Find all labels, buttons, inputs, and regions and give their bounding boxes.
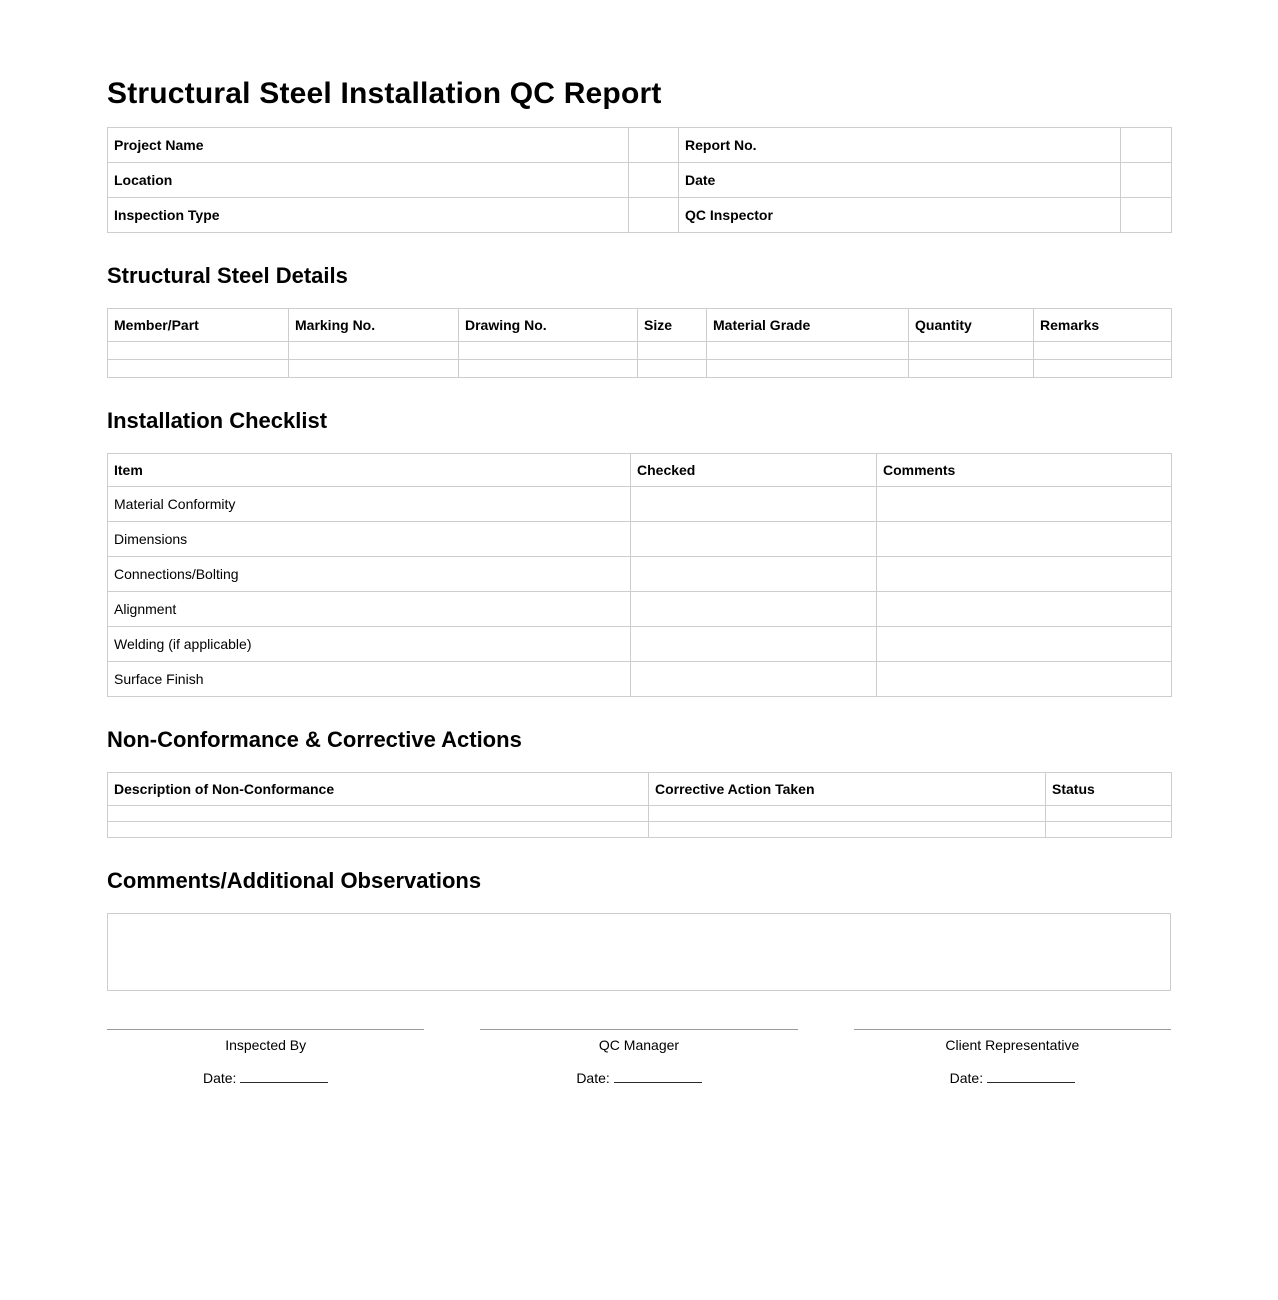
comments-observations-box[interactable] <box>107 913 1171 991</box>
signature-role-label: Client Representative <box>945 1037 1080 1054</box>
column-header-quantity: Quantity <box>909 308 1034 341</box>
column-header-drawing-no: Drawing No. <box>459 308 638 341</box>
fill-in-cell[interactable] <box>289 359 459 377</box>
fill-in-cell[interactable] <box>649 806 1046 822</box>
info-row-inspection-type <box>108 197 1172 232</box>
checklist-item-label: Alignment <box>108 591 631 626</box>
non-conformance-empty-row <box>108 822 1172 838</box>
column-header-status: Status <box>1046 773 1172 806</box>
comments-cell[interactable] <box>877 556 1172 591</box>
checklist-row-dimensions <box>108 521 1172 556</box>
column-header-marking-no: Marking No. <box>289 308 459 341</box>
inspection-type-label: Inspection Type <box>108 197 629 232</box>
location-label: Location <box>108 162 629 197</box>
fill-in-cell[interactable] <box>289 341 459 359</box>
fill-in-cell[interactable] <box>909 359 1034 377</box>
non-conformance-empty-row <box>108 806 1172 822</box>
checked-cell[interactable] <box>631 486 877 521</box>
fill-in-cell[interactable] <box>108 359 289 377</box>
fill-in-cell[interactable] <box>108 341 289 359</box>
section-heading-non-conformance: Non-Conformance & Corrective Actions <box>107 726 522 752</box>
steel-details-empty-row <box>108 359 1172 377</box>
date-value-cell[interactable] <box>1121 162 1172 197</box>
signature-block-qc-manager <box>480 1029 797 1086</box>
fill-in-cell[interactable] <box>707 341 909 359</box>
checked-cell[interactable] <box>631 556 877 591</box>
column-header-corrective-action: Corrective Action Taken <box>649 773 1046 806</box>
checklist-item-label: Surface Finish <box>108 661 631 696</box>
checked-cell[interactable] <box>631 661 877 696</box>
qc-inspector-label: QC Inspector <box>679 197 1121 232</box>
inspection-type-value-cell[interactable] <box>629 197 679 232</box>
column-header-member-part: Member/Part <box>108 308 289 341</box>
fill-in-cell[interactable] <box>707 359 909 377</box>
fill-in-cell[interactable] <box>108 822 649 838</box>
comments-cell[interactable] <box>877 521 1172 556</box>
checklist-header-row <box>108 453 1172 486</box>
signature-section <box>107 1029 1171 1086</box>
info-row-project <box>108 127 1172 162</box>
checklist-row-connections-bolting <box>108 556 1172 591</box>
date-label: Date: <box>202 1070 237 1087</box>
fill-in-cell[interactable] <box>108 806 649 822</box>
checklist-item-label: Dimensions <box>108 521 631 556</box>
section-heading-comments: Comments/Additional Observations <box>107 868 482 894</box>
comments-cell[interactable] <box>877 591 1172 626</box>
report-no-value-cell[interactable] <box>1121 127 1172 162</box>
fill-in-cell[interactable] <box>638 359 707 377</box>
fill-in-cell[interactable] <box>649 822 1046 838</box>
comments-cell[interactable] <box>877 486 1172 521</box>
section-heading-installation-checklist: Installation Checklist <box>107 407 328 433</box>
fill-in-cell[interactable] <box>459 341 638 359</box>
project-name-value-cell[interactable] <box>629 127 679 162</box>
installation-checklist-table <box>107 453 1172 697</box>
signature-line[interactable] <box>854 1029 1171 1030</box>
column-header-size: Size <box>638 308 707 341</box>
column-header-description: Description of Non-Conformance <box>108 773 649 806</box>
signature-block-inspected-by <box>107 1029 424 1086</box>
location-value-cell[interactable] <box>629 162 679 197</box>
steel-details-empty-row <box>108 341 1172 359</box>
qc-inspector-value-cell[interactable] <box>1121 197 1172 232</box>
date-label: Date: <box>949 1070 984 1087</box>
fill-in-cell[interactable] <box>459 359 638 377</box>
checked-cell[interactable] <box>631 521 877 556</box>
non-conformance-table <box>107 772 1172 838</box>
steel-details-header-row <box>108 308 1172 341</box>
steel-details-table <box>107 308 1172 378</box>
non-conformance-header-row <box>108 773 1172 806</box>
project-name-label: Project Name <box>108 127 629 162</box>
signature-date-row <box>854 1069 1171 1086</box>
checklist-row-surface-finish <box>108 661 1172 696</box>
signature-role-label: Inspected By <box>225 1037 307 1054</box>
fill-in-cell[interactable] <box>1046 822 1172 838</box>
signature-block-client-representative <box>854 1029 1171 1086</box>
column-header-checked: Checked <box>631 453 877 486</box>
checklist-row-welding <box>108 626 1172 661</box>
signature-date-row <box>107 1069 424 1086</box>
signature-date-row <box>480 1069 797 1086</box>
date-label-cell: Date <box>679 162 1121 197</box>
signature-line[interactable] <box>480 1029 797 1030</box>
page-title: Structural Steel Installation QC Report <box>107 77 662 110</box>
checklist-item-label: Welding (if applicable) <box>108 626 631 661</box>
fill-in-cell[interactable] <box>1034 359 1172 377</box>
checklist-item-label: Connections/Bolting <box>108 556 631 591</box>
comments-cell[interactable] <box>877 626 1172 661</box>
fill-in-cell[interactable] <box>1034 341 1172 359</box>
fill-in-cell[interactable] <box>909 341 1034 359</box>
report-no-label: Report No. <box>679 127 1121 162</box>
signature-line[interactable] <box>107 1029 424 1030</box>
date-line[interactable] <box>987 1069 1075 1083</box>
checked-cell[interactable] <box>631 591 877 626</box>
comments-cell[interactable] <box>877 661 1172 696</box>
date-label: Date: <box>576 1070 610 1087</box>
checklist-item-label: Material Conformity <box>108 486 631 521</box>
column-header-material-grade: Material Grade <box>707 308 909 341</box>
info-row-location <box>108 162 1172 197</box>
section-heading-steel-details: Structural Steel Details <box>107 262 348 288</box>
date-line[interactable] <box>614 1069 702 1083</box>
column-header-item: Item <box>108 453 631 486</box>
date-line[interactable] <box>240 1069 328 1083</box>
fill-in-cell[interactable] <box>1046 806 1172 822</box>
column-header-remarks: Remarks <box>1034 308 1172 341</box>
signature-role-label: QC Manager <box>598 1037 680 1054</box>
fill-in-cell[interactable] <box>638 341 707 359</box>
column-header-comments: Comments <box>877 453 1172 486</box>
checklist-row-alignment <box>108 591 1172 626</box>
checklist-row-material-conformity <box>108 486 1172 521</box>
checked-cell[interactable] <box>631 626 877 661</box>
project-info-table <box>107 127 1172 233</box>
